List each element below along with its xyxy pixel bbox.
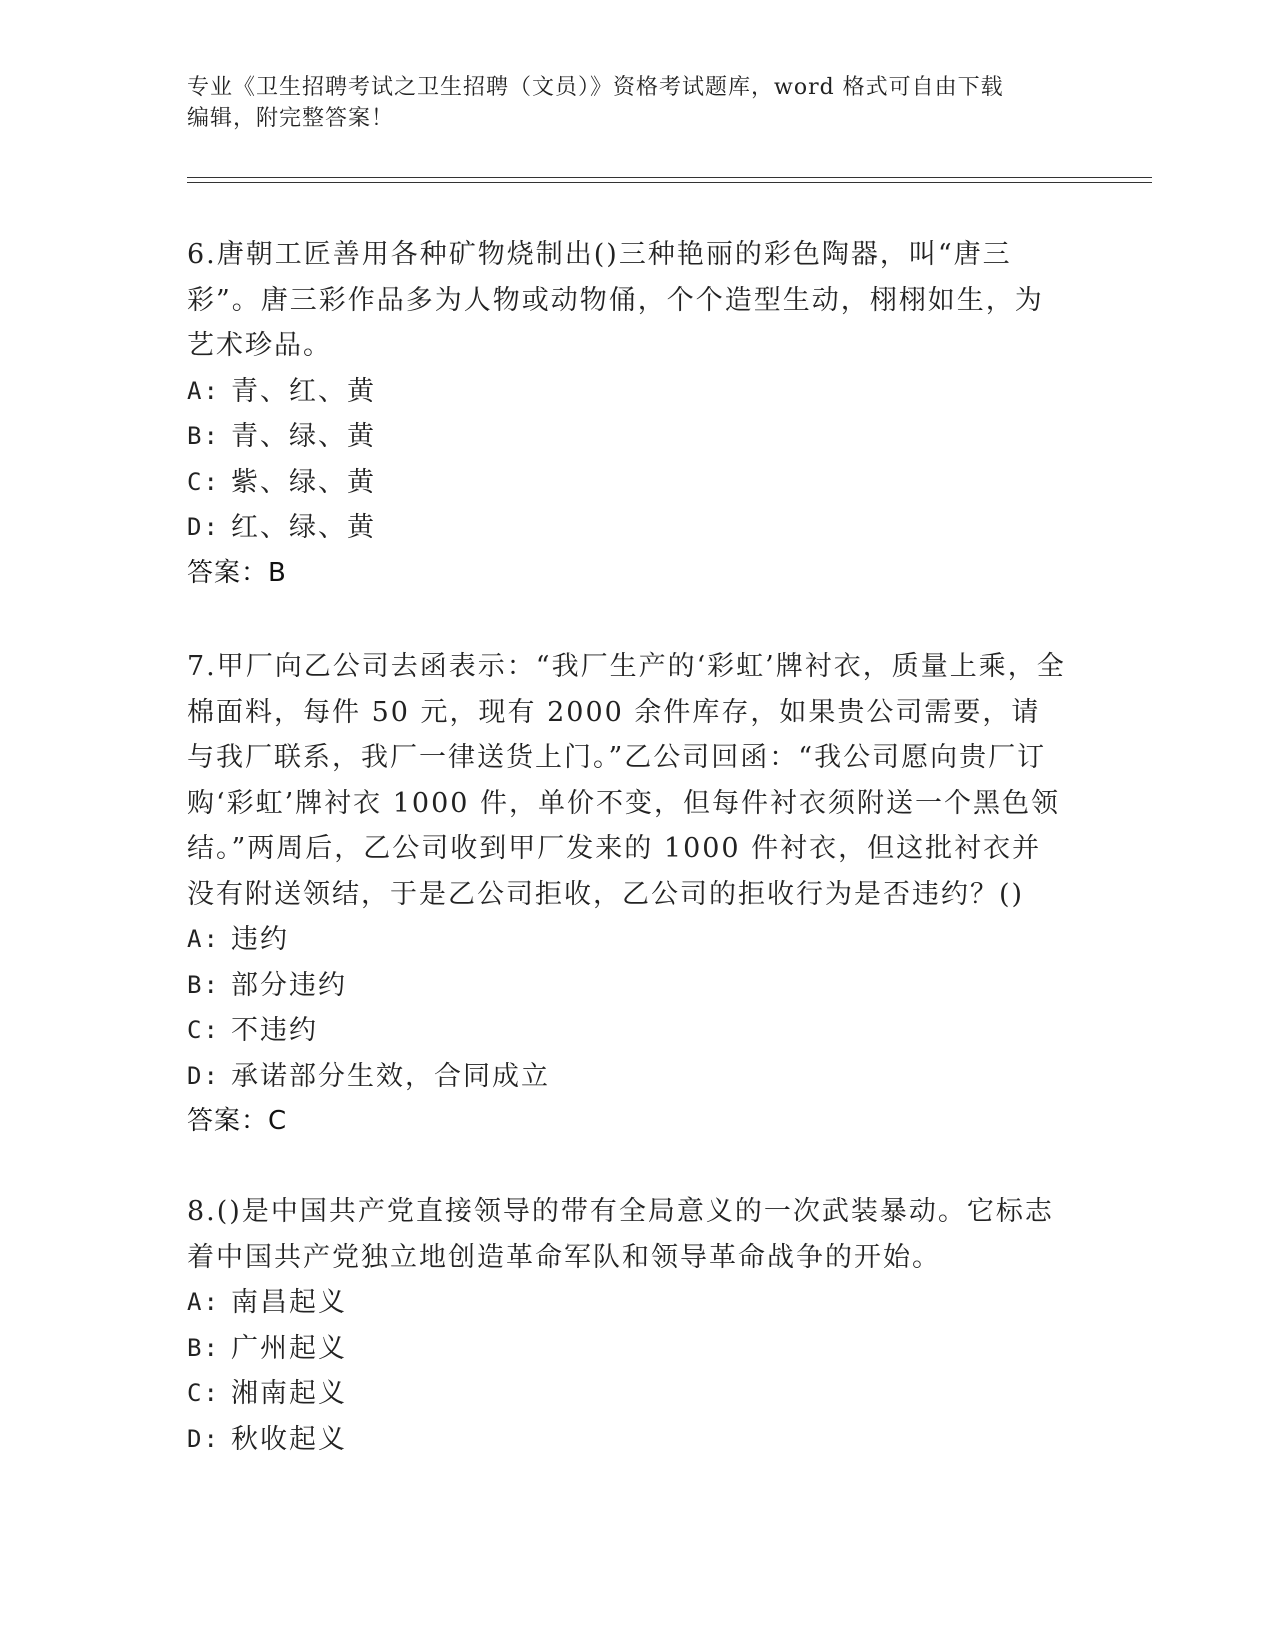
option-text: 湘南起义: [231, 1378, 347, 1409]
option-a: [187, 369, 1067, 415]
option-text: 不违约: [231, 1015, 318, 1046]
option-list: [187, 369, 1067, 551]
question-text: 7.甲厂向乙公司去函表示：“我厂生产的‘彩虹’牌衬衣，质量上乘，全棉面料，每件 50 元，现有 2000 余件库存，如果贵公司需要，请与我厂联系，我厂一律送货上门。”乙公司回函：“我公司愿向贵厂订购‘彩虹’牌衬衣 1000 件，单价不变，但每件衬衣须附送一个黑色领结。”两周后，乙公司收到甲厂发来的 1000 件衬衣，但这批衬衣并没有附送领结，于是乙公司拒收，乙公司的拒收行为是否违约？(): [187, 651, 1066, 910]
option-letter: C:: [187, 1016, 220, 1044]
question-7: [187, 644, 1067, 1145]
option-text: 违约: [231, 924, 289, 955]
option-letter: B:: [187, 422, 220, 450]
option-letter: A:: [187, 925, 220, 953]
option-letter: D:: [187, 1061, 220, 1090]
option-letter: A:: [187, 376, 220, 405]
header-line-1: 专业《卫生招聘考试之卫生招聘（文员）》资格考试题库，word 格式可自由下载: [187, 75, 1004, 100]
option-letter: D:: [187, 513, 220, 541]
option-a: [187, 1280, 1067, 1326]
option-letter: D:: [187, 1424, 220, 1453]
option-letter: A:: [187, 1288, 220, 1316]
header-line-2: 编辑，附完整答案！: [187, 106, 395, 131]
answer-line: 答案：B: [187, 557, 287, 588]
option-b: [187, 963, 1067, 1009]
option-text: 红、绿、黄: [231, 512, 376, 543]
option-d: [187, 505, 1067, 551]
option-b: [187, 1326, 1067, 1372]
option-text: 秋收起义: [231, 1423, 347, 1455]
option-c: [187, 1008, 1067, 1054]
document-header: [187, 72, 1087, 134]
header-divider-bottom: [187, 182, 1152, 183]
option-c: [187, 1371, 1067, 1417]
option-list: [187, 1280, 1067, 1462]
answer-line: 答案：C: [187, 1106, 288, 1136]
option-d: [187, 1054, 1067, 1100]
option-d: [187, 1417, 1067, 1463]
question-8: [187, 1189, 1067, 1462]
option-letter: C:: [187, 1379, 220, 1407]
option-text: 南昌起义: [231, 1287, 347, 1318]
option-letter: C:: [187, 467, 220, 496]
option-list: [187, 917, 1067, 1099]
option-text: 部分违约: [231, 969, 347, 1001]
question-text: 6.唐朝工匠善用各种矿物烧制出()三种艳丽的彩色陶器，叫“唐三彩”。唐三彩作品多为人物或动物俑，个个造型生动，栩栩如生，为艺术珍品。: [187, 239, 1044, 361]
option-b: [187, 414, 1067, 460]
option-letter: B:: [187, 970, 220, 999]
option-text: 广州起义: [231, 1332, 347, 1364]
question-text: 8.()是中国共产党直接领导的带有全局意义的一次武装暴动。它标志着中国共产党独立地创造革命军队和领导革命战争的开始。: [187, 1196, 1054, 1273]
option-c: [187, 460, 1067, 506]
option-text: 青、红、黄: [231, 375, 376, 407]
option-text: 紫、绿、黄: [231, 466, 376, 498]
option-text: 承诺部分生效，合同成立: [231, 1060, 550, 1092]
option-letter: B:: [187, 1333, 220, 1362]
option-text: 青、绿、黄: [231, 421, 376, 452]
option-a: [187, 917, 1067, 963]
question-6: [187, 232, 1067, 596]
header-divider-top: [187, 177, 1152, 178]
